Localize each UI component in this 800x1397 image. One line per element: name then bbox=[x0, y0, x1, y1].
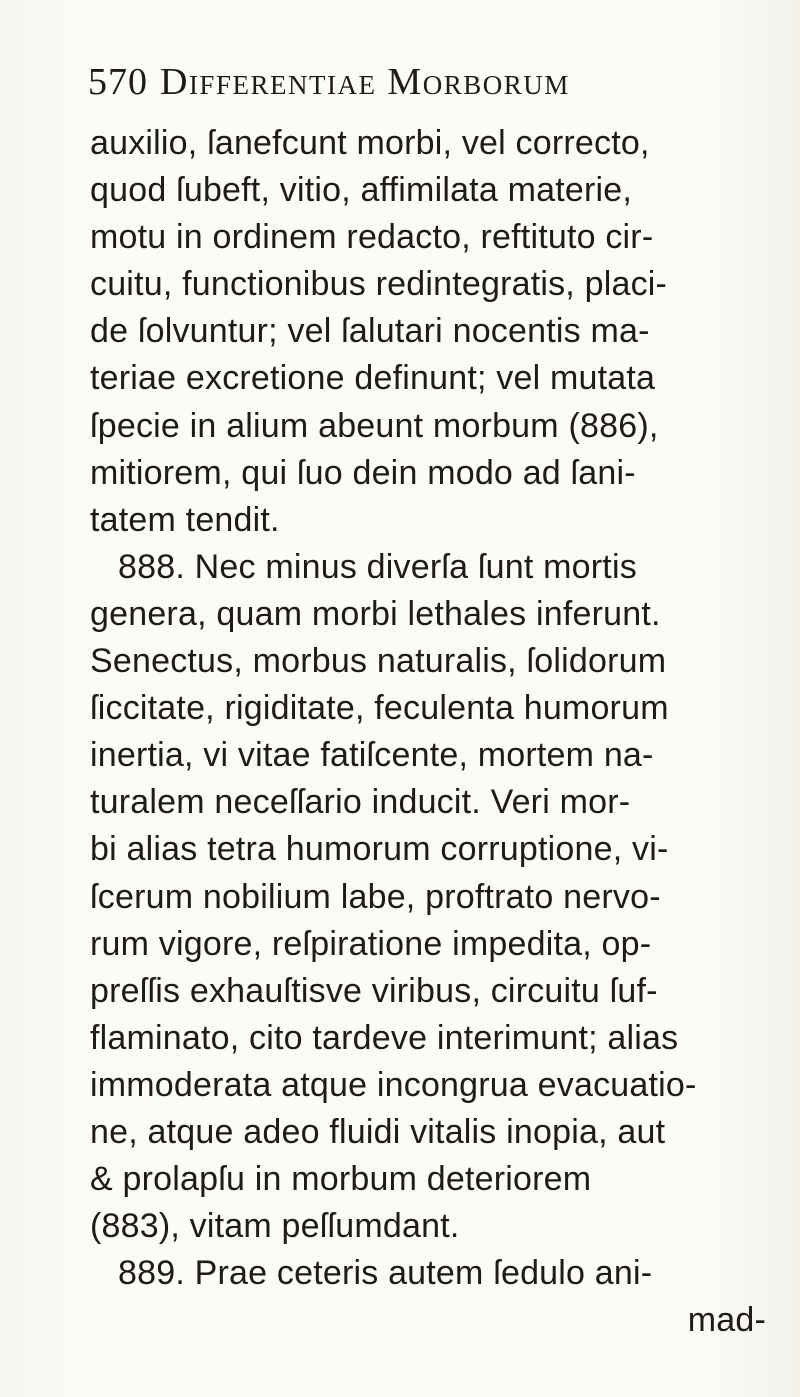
text-line: auxilio, ſanefcunt morbi, vel correcto, bbox=[90, 124, 650, 162]
text-line: (883), vitam peſſumdant. bbox=[90, 1207, 460, 1246]
text-line: genera, quam morbi lethales inferunt. bbox=[90, 594, 661, 633]
text-line: ſiccitate, rigiditate, feculenta humorum bbox=[90, 689, 669, 728]
text-line: quod ſubeft, vitio, affimilata materie, bbox=[90, 171, 633, 210]
body-text bbox=[90, 120, 770, 1344]
text-line: teriae excretione definunt; vel mutata bbox=[90, 359, 656, 398]
text-line: bi alias tetra humorum corruptione, vi- bbox=[90, 830, 669, 869]
paragraph-888-start: 888. Nec minus diverſa ſunt mortis bbox=[118, 547, 637, 586]
text-line: turalem neceſſario inducit. Veri mor- bbox=[90, 783, 631, 822]
page-number: 570 bbox=[88, 61, 148, 103]
text-line: mitiorem, qui ſuo dein modo ad ſani- bbox=[90, 453, 636, 492]
text-line: preſſis exhauſtisve viribus, circuitu ſuf- bbox=[90, 971, 658, 1010]
catchword: mad- bbox=[687, 1301, 766, 1340]
text-line: motu in ordinem redacto, reftituto cir- bbox=[90, 218, 654, 257]
text-line: de ſolvuntur; vel ſalutari nocentis ma- bbox=[90, 312, 650, 351]
text-line: ne, atque adeo fluidi vitalis inopia, aut bbox=[90, 1112, 666, 1151]
paragraph-889-start: 889. Prae ceteris autem ſedulo ani- bbox=[118, 1254, 653, 1293]
text-line: Senectus, morbus naturalis, ſolidorum bbox=[90, 642, 667, 681]
text-line: ſcerum nobilium labe, proftrato nervo- bbox=[90, 877, 661, 916]
text-line: rum vigore, reſpiratione impedita, op- bbox=[90, 924, 652, 963]
text-line: & prolapſu in morbum deteriorem bbox=[90, 1160, 592, 1199]
text-line: inertia, vi vitae fatiſcente, mortem na- bbox=[90, 736, 654, 775]
text-line: immoderata atque incongrua evacuatio- bbox=[90, 1065, 697, 1104]
text-line: cuitu, functionibus redintegratis, placi- bbox=[90, 265, 668, 304]
text-line: flaminato, cito tardeve interimunt; alias bbox=[90, 1018, 679, 1057]
page-header bbox=[88, 60, 748, 110]
running-head: Differentiae Morborum bbox=[160, 61, 570, 103]
text-line: ſpecie in alium abeunt morbum (886), bbox=[90, 406, 659, 445]
text-line: tatem tendit. bbox=[90, 500, 280, 539]
